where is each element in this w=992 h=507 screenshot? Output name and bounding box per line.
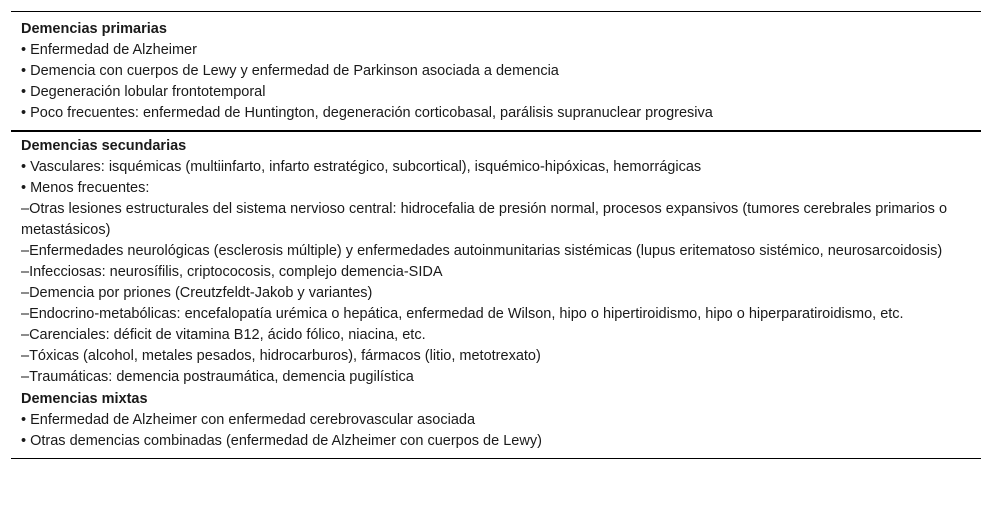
list-item: –Endocrino-metabólicas: encefalopatía urémica o hepática, enfermedad de Wilson, hipo o hipertiroidismo, hipo o hiperparatiroidismo, etc. — [21, 306, 904, 322]
mixed-dementias-heading: Demencias mixtas — [21, 391, 148, 407]
dementia-classification-table — [11, 11, 981, 459]
primary-dementias-section — [11, 11, 981, 132]
list-item: • Menos frecuentes: — [21, 180, 150, 196]
list-item: • Enfermedad de Alzheimer con enfermedad cerebrovascular asociada — [21, 412, 476, 428]
list-item: –Carenciales: déficit de vitamina B12, ácido fólico, niacina, etc. — [21, 327, 426, 343]
list-item: • Enfermedad de Alzheimer — [21, 42, 197, 58]
list-item: • Degeneración lobular frontotemporal — [21, 84, 266, 100]
secondary-dementias-heading: Demencias secundarias — [21, 138, 187, 154]
list-item: • Poco frecuentes: enfermedad de Huntington, degeneración corticobasal, parálisis supranuclear progresiva — [21, 105, 713, 121]
list-item: • Vasculares: isquémicas (multiinfarto, infarto estratégico, subcortical), isquémico-hipóxicas, hemorrágicas — [21, 159, 702, 175]
list-item: –Enfermedades neurológicas (esclerosis múltiple) y enfermedades autoinmunitarias sistémicas (lupus eritematoso sistémico, neurosarcoidosis) — [21, 243, 943, 259]
list-item: –Tóxicas (alcohol, metales pesados, hidrocarburos), fármacos (litio, metotrexato) — [21, 348, 541, 364]
list-item: –Demencia por priones (Creutzfeldt-Jakob y variantes) — [21, 285, 373, 301]
secondary-mixed-dementias-section — [11, 132, 981, 459]
list-item: –Traumáticas: demencia postraumática, demencia pugilística — [21, 369, 414, 385]
list-item: –Otras lesiones estructurales del sistema nervioso central: hidrocefalia de presión normal, procesos expansivos (tumores cerebrales primarios o metastásicos) — [21, 201, 948, 238]
primary-dementias-heading: Demencias primarias — [21, 21, 167, 37]
list-item: • Demencia con cuerpos de Lewy y enfermedad de Parkinson asociada a demencia — [21, 63, 559, 79]
list-item: • Otras demencias combinadas (enfermedad de Alzheimer con cuerpos de Lewy) — [21, 433, 542, 449]
list-item: –Infecciosas: neurosífilis, criptococosis, complejo demencia-SIDA — [21, 264, 443, 280]
